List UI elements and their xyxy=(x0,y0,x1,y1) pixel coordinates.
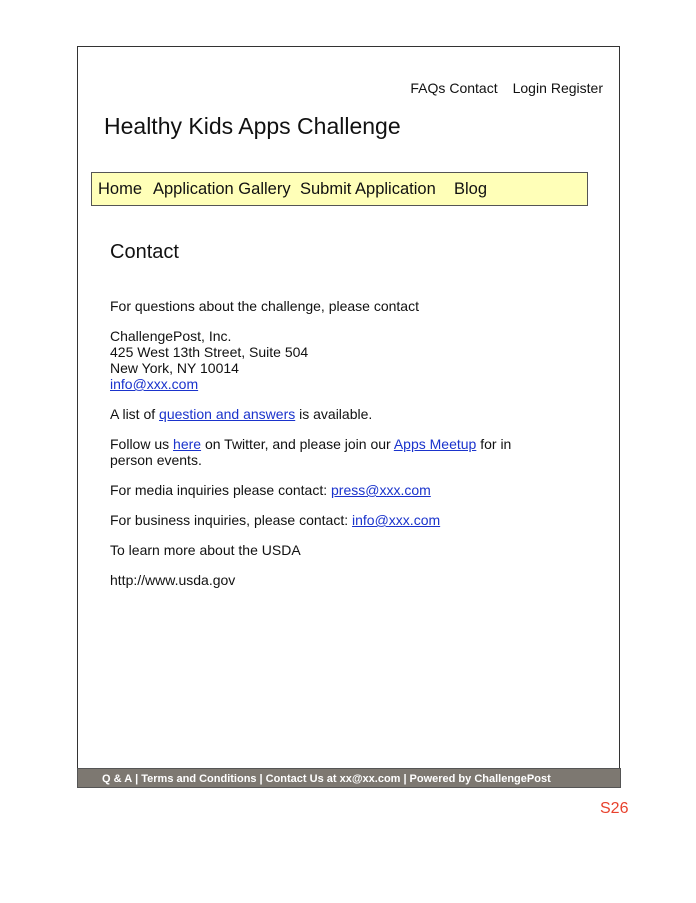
usda-url: http://www.usda.gov xyxy=(110,572,236,588)
business-prefix: For business inquiries, please contact: xyxy=(110,512,353,528)
footer-terms-link[interactable]: Terms and Conditions xyxy=(141,773,257,785)
footer-bar xyxy=(77,768,621,788)
follow-prefix: Follow us xyxy=(110,436,174,452)
media-paragraph xyxy=(110,482,540,498)
nav-application-gallery[interactable]: Application Gallery xyxy=(153,180,291,198)
contact-content xyxy=(110,298,540,602)
footer-separator: | xyxy=(259,773,263,785)
address-street: 425 West 13th Street, Suite 504 xyxy=(110,344,309,360)
faqs-link[interactable]: FAQs xyxy=(410,80,446,96)
usda-text: To learn more about the USDA xyxy=(110,542,301,558)
apps-meetup-link[interactable]: Apps Meetup xyxy=(393,436,477,452)
media-prefix: For media inquiries please contact: xyxy=(110,482,331,498)
nav-submit-application[interactable]: Submit Application xyxy=(300,180,436,198)
follow-paragraph xyxy=(110,436,540,468)
follow-suffix: for in person events. xyxy=(110,436,512,468)
contact-link[interactable]: Contact xyxy=(449,80,498,96)
footer-separator: | xyxy=(135,773,139,785)
page-label: S26 xyxy=(600,800,629,817)
address-company: ChallengePost, Inc. xyxy=(110,328,232,344)
intro-text: For questions about the challenge, please contact xyxy=(110,298,419,314)
qa-paragraph xyxy=(110,406,540,422)
twitter-here-link[interactable]: here xyxy=(173,436,202,452)
qa-suffix: is available. xyxy=(295,406,373,422)
qa-link[interactable]: question and answers xyxy=(159,406,296,422)
login-link[interactable]: Login xyxy=(512,80,547,96)
top-links xyxy=(410,80,603,96)
nav-home[interactable]: Home xyxy=(98,180,143,198)
press-email-link[interactable]: press@xxx.com xyxy=(331,482,431,498)
follow-middle: on Twitter, and please join our xyxy=(201,436,394,452)
main-navbar xyxy=(91,172,588,206)
address-block xyxy=(110,328,540,392)
footer-powered-link[interactable]: Powered by ChallengePost xyxy=(409,773,551,785)
page-heading: Contact xyxy=(110,241,179,263)
address-city: New York, NY 10014 xyxy=(110,360,239,376)
register-link[interactable]: Register xyxy=(550,80,603,96)
footer-contact-link[interactable]: Contact Us at xx@xx.com xyxy=(265,773,401,785)
business-paragraph xyxy=(110,512,540,528)
site-title: Healthy Kids Apps Challenge xyxy=(104,113,401,139)
qa-prefix: A list of xyxy=(110,406,160,422)
page-frame xyxy=(77,46,620,786)
nav-blog[interactable]: Blog xyxy=(454,180,488,198)
footer-qa-link[interactable]: Q & A xyxy=(102,773,133,785)
business-email-link[interactable]: info@xxx.com xyxy=(352,512,441,528)
footer-separator: | xyxy=(403,773,407,785)
address-email-link[interactable]: info@xxx.com xyxy=(110,376,199,392)
